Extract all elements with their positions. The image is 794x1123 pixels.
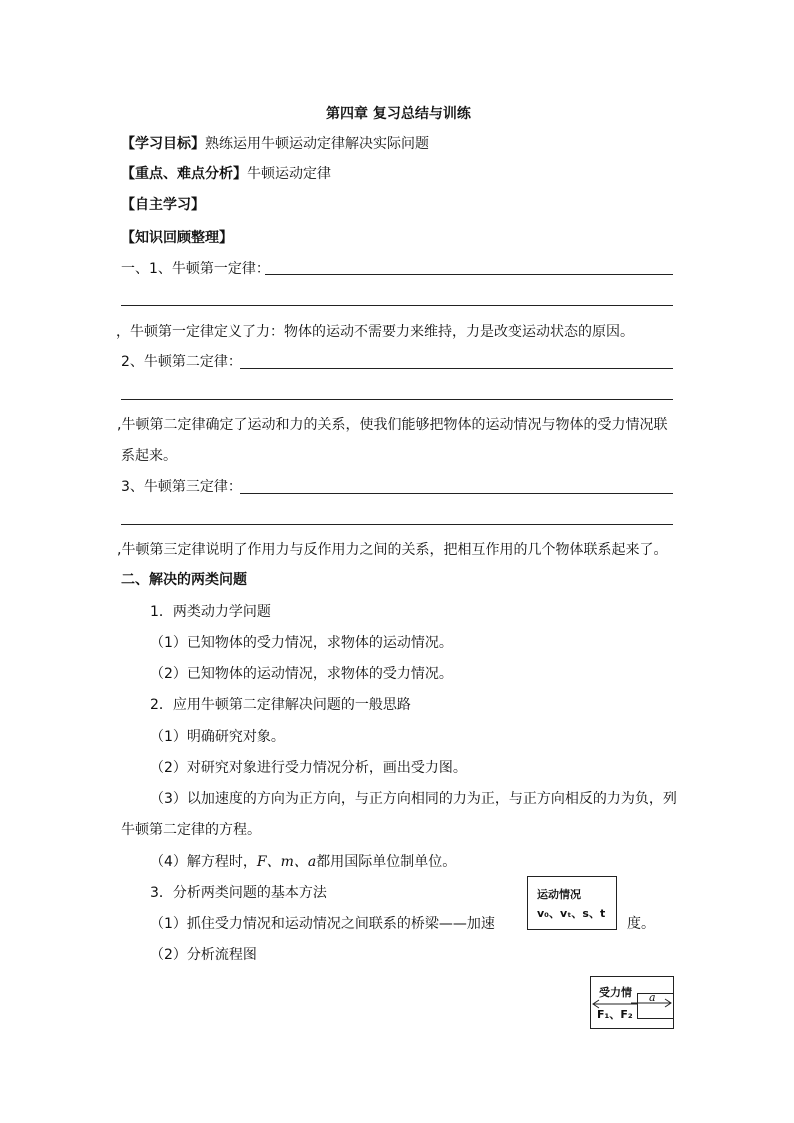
law3-label: 3、牛顿第三定律：	[121, 479, 242, 495]
learning-goal	[121, 134, 429, 154]
key-points-text: 牛顿运动定律	[247, 166, 331, 182]
key-points-label: 【重点、难点分析】	[121, 166, 247, 182]
section2-item2-a: （1）明确研究对象。	[150, 729, 285, 745]
section2-title: 二、解决的两类问题	[121, 572, 247, 588]
learning-goal-text: 熟练运用牛顿运动定律解决实际问题	[205, 136, 429, 152]
law3-note: ,牛顿第三定律说明了作用力与反作用力之间的关系，把相互作用的几个物体联系起来了。	[117, 542, 668, 558]
law2-answer-line-2[interactable]	[121, 399, 673, 400]
law1-label: 一、1、牛顿第一定律：	[121, 261, 270, 277]
force-state-title: 受力情	[599, 986, 632, 999]
law1-answer-line-2[interactable]	[121, 305, 673, 306]
motion-state-box	[527, 876, 617, 930]
motion-state-title: 运动情况	[537, 888, 581, 901]
section2-item3-a: （1）抓住受力情况和运动情况之间联系的桥梁——加速	[150, 916, 495, 932]
section2-item1: 1．两类动力学问题	[150, 604, 271, 620]
law2-label: 2、牛顿第二定律：	[121, 354, 242, 370]
motion-state-vars: v₀、vₜ、s、t	[537, 907, 606, 920]
learning-goal-label: 【学习目标】	[121, 136, 205, 152]
section2-item1-b: （2）已知物体的运动情况，求物体的受力情况。	[150, 666, 453, 682]
self-study-heading: 【自主学习】	[121, 197, 205, 213]
page-title: 第四章 复习总结与训练	[326, 106, 471, 122]
law1-note: ，牛顿第一定律定义了力：物体的运动不需要力来维持，力是改变运动状态的原因。	[116, 324, 634, 340]
law2-note-line-1: ,牛顿第二定律确定了运动和力的关系，使我们能够把物体的运动情况与物体的受力情况联	[117, 417, 668, 433]
section2-item3-a-end: 度。	[627, 916, 655, 932]
force-state-box	[590, 976, 674, 1029]
section2-item2-d-prefix: （4）解方程时，	[150, 854, 257, 870]
law3-answer-line-1[interactable]	[240, 493, 673, 494]
section2-item3-b: （2）分析流程图	[150, 947, 257, 963]
section2-item3: 3．分析两类问题的基本方法	[150, 885, 327, 901]
law3-answer-line-2[interactable]	[121, 524, 673, 525]
law2-note-line-2: 系起来。	[121, 448, 177, 464]
review-heading: 【知识回顾整理】	[121, 230, 233, 246]
section2-item2-d-vars: F、m、a	[256, 854, 317, 870]
section2-item2-d	[150, 852, 456, 872]
section2-item2-c-line-2: 牛顿第二定律的方程。	[121, 822, 261, 838]
section2-item2-c-line-1: （3）以加速度的方向为正方向，与正方向相同的力为正，与正方向相反的力为负，列	[150, 791, 677, 807]
key-points	[121, 164, 331, 184]
force-state-vars: F₁、F₂	[597, 1008, 633, 1021]
law1-answer-line-1[interactable]	[265, 274, 673, 275]
section2-item1-a: （1）已知物体的受力情况，求物体的运动情况。	[150, 635, 453, 651]
section2-item2: 2．应用牛顿第二定律解决问题的一般思路	[150, 697, 411, 713]
section2-item2-b: （2）对研究对象进行受力情况分析，画出受力图。	[150, 760, 467, 776]
law2-answer-line-1[interactable]	[240, 368, 673, 369]
acceleration-arrow-icon	[591, 977, 673, 1028]
section2-item2-d-suffix: 都用国际单位制单位。	[316, 854, 457, 870]
acceleration-label: a	[649, 991, 656, 1004]
